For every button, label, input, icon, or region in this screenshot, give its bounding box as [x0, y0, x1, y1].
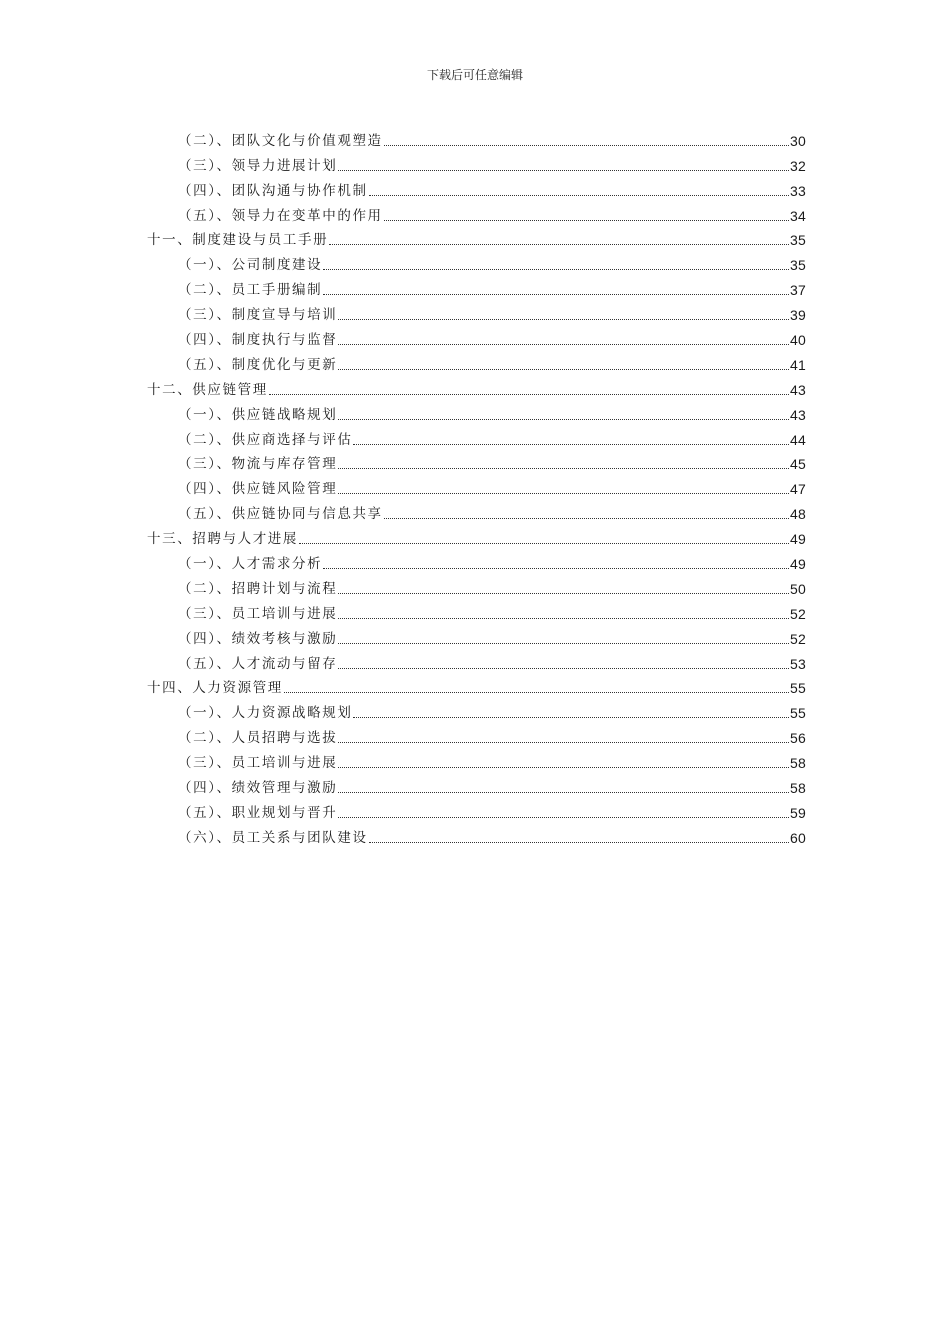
toc-chapter-entry[interactable] [0, 226, 950, 251]
toc-dot-leader [338, 741, 789, 743]
toc-entry-title: （一）、供应链战略规划 [178, 406, 338, 423]
toc-entry-page-number: 44 [790, 431, 806, 448]
toc-section-entry[interactable] [0, 425, 950, 450]
toc-chapter-entry[interactable] [0, 524, 950, 549]
toc-entry-page-number: 41 [790, 356, 806, 373]
toc-entry-title: （五）、领导力在变革中的作用 [178, 207, 383, 224]
toc-entry-page-number: 30 [790, 132, 806, 149]
toc-entry-title: （三）、领导力进展计划 [178, 157, 338, 174]
toc-dot-leader [384, 144, 789, 146]
toc-dot-leader [338, 617, 789, 619]
toc-entry-title: （二）、供应商选择与评估 [178, 431, 353, 448]
toc-entry-title: （一）、人才需求分析 [178, 556, 323, 573]
toc-section-entry[interactable] [0, 325, 950, 350]
toc-section-entry[interactable] [0, 624, 950, 649]
toc-section-entry[interactable] [0, 126, 950, 151]
toc-entry-title: （三）、员工培训与进展 [178, 605, 338, 622]
toc-entry-title: （四）、制度执行与监督 [178, 332, 338, 349]
toc-dot-leader [338, 169, 789, 171]
toc-entry-page-number: 58 [790, 780, 806, 797]
toc-chapter-entry[interactable] [0, 375, 950, 400]
toc-section-entry[interactable] [0, 474, 950, 499]
toc-dot-leader [329, 243, 789, 245]
toc-entry-title: （五）、职业规划与晋升 [178, 804, 338, 821]
toc-dot-leader [353, 716, 789, 718]
toc-section-entry[interactable] [0, 723, 950, 748]
toc-entry-title: （四）、供应链风险管理 [178, 481, 338, 498]
toc-section-entry[interactable] [0, 250, 950, 275]
toc-section-entry[interactable] [0, 499, 950, 524]
toc-section-entry[interactable] [0, 574, 950, 599]
toc-entry-page-number: 43 [790, 381, 806, 398]
toc-dot-leader [338, 791, 789, 793]
toc-entry-page-number: 49 [790, 531, 806, 548]
toc-entry-title: 十三、招聘与人才进展 [147, 531, 298, 548]
toc-dot-leader [369, 194, 789, 196]
toc-entry-page-number: 47 [790, 481, 806, 498]
toc-entry-title: （四）、绩效管理与激励 [178, 780, 338, 797]
toc-entry-page-number: 45 [790, 456, 806, 473]
toc-section-entry[interactable] [0, 450, 950, 475]
toc-entry-title: （二）、人员招聘与选拔 [178, 730, 338, 747]
toc-section-entry[interactable] [0, 275, 950, 300]
toc-dot-leader [323, 268, 789, 270]
toc-dot-leader [299, 542, 789, 544]
toc-entry-title: （二）、招聘计划与流程 [178, 580, 338, 597]
toc-entry-page-number: 33 [790, 182, 806, 199]
toc-section-entry[interactable] [0, 400, 950, 425]
toc-section-entry[interactable] [0, 698, 950, 723]
toc-dot-leader [338, 667, 789, 669]
toc-entry-title: （二）、员工手册编制 [178, 282, 323, 299]
toc-dot-leader [338, 492, 789, 494]
toc-entry-page-number: 52 [790, 605, 806, 622]
toc-entry-page-number: 49 [790, 556, 806, 573]
toc-entry-page-number: 32 [790, 157, 806, 174]
toc-dot-leader [369, 841, 789, 843]
toc-entry-page-number: 35 [790, 257, 806, 274]
toc-dot-leader [338, 766, 789, 768]
toc-entry-page-number: 43 [790, 406, 806, 423]
toc-dot-leader [384, 219, 789, 221]
toc-entry-title: （五）、供应链协同与信息共享 [178, 506, 383, 523]
toc-entry-title: （二）、团队文化与价值观塑造 [178, 132, 383, 149]
toc-entry-page-number: 35 [790, 232, 806, 249]
toc-section-entry[interactable] [0, 300, 950, 325]
toc-dot-leader [323, 293, 789, 295]
toc-entry-title: （三）、制度宣导与培训 [178, 307, 338, 324]
page-header: 下载后可任意编辑 [426, 68, 523, 82]
toc-dot-leader [338, 592, 789, 594]
toc-entry-page-number: 37 [790, 282, 806, 299]
toc-dot-leader [353, 443, 789, 445]
toc-entry-page-number: 59 [790, 804, 806, 821]
toc-dot-leader [338, 642, 789, 644]
toc-entry-page-number: 48 [790, 506, 806, 523]
toc-dot-leader [338, 467, 789, 469]
toc-entry-title: （六）、员工关系与团队建设 [178, 829, 368, 846]
toc-section-entry[interactable] [0, 649, 950, 674]
toc-entry-page-number: 50 [790, 580, 806, 597]
toc-entry-page-number: 55 [790, 680, 806, 697]
toc-section-entry[interactable] [0, 549, 950, 574]
toc-entry-page-number: 53 [790, 655, 806, 672]
toc-dot-leader [269, 393, 789, 395]
toc-dot-leader [323, 567, 789, 569]
toc-entry-page-number: 60 [790, 829, 806, 846]
toc-entry-title: （四）、团队沟通与协作机制 [178, 182, 368, 199]
toc-section-entry[interactable] [0, 798, 950, 823]
toc-chapter-entry[interactable] [0, 674, 950, 699]
toc-entry-page-number: 58 [790, 755, 806, 772]
toc-entry-page-number: 52 [790, 630, 806, 647]
toc-entry-title: 十一、制度建设与员工手册 [147, 232, 329, 249]
toc-dot-leader [284, 691, 789, 693]
toc-section-entry[interactable] [0, 748, 950, 773]
toc-entry-page-number: 40 [790, 332, 806, 349]
toc-dot-leader [338, 318, 789, 320]
toc-entry-title: （四）、绩效考核与激励 [178, 630, 338, 647]
toc-entry-title: （三）、员工培训与进展 [178, 755, 338, 772]
toc-entry-title: （一）、人力资源战略规划 [178, 705, 353, 722]
toc-section-entry[interactable] [0, 823, 950, 848]
toc-dot-leader [338, 816, 789, 818]
toc-entry-page-number: 55 [790, 705, 806, 722]
toc-dot-leader [338, 368, 789, 370]
toc-entry-title: （一）、公司制度建设 [178, 257, 323, 274]
toc-dot-leader [384, 517, 789, 519]
toc-entry-title: （五）、制度优化与更新 [178, 356, 338, 373]
toc-entry-page-number: 34 [790, 207, 806, 224]
toc-section-entry[interactable] [0, 773, 950, 798]
toc-dot-leader [338, 343, 789, 345]
toc-section-entry[interactable] [0, 350, 950, 375]
toc-entry-title: 十二、供应链管理 [147, 381, 268, 398]
toc-section-entry[interactable] [0, 599, 950, 624]
toc-section-entry[interactable] [0, 201, 950, 226]
table-of-contents [0, 126, 950, 848]
toc-entry-page-number: 39 [790, 307, 806, 324]
toc-entry-title: （五）、人才流动与留存 [178, 655, 338, 672]
toc-entry-title: 十四、人力资源管理 [147, 680, 283, 697]
toc-section-entry[interactable] [0, 176, 950, 201]
toc-dot-leader [338, 418, 789, 420]
toc-section-entry[interactable] [0, 151, 950, 176]
toc-entry-page-number: 56 [790, 730, 806, 747]
toc-entry-title: （三）、物流与库存管理 [178, 456, 338, 473]
